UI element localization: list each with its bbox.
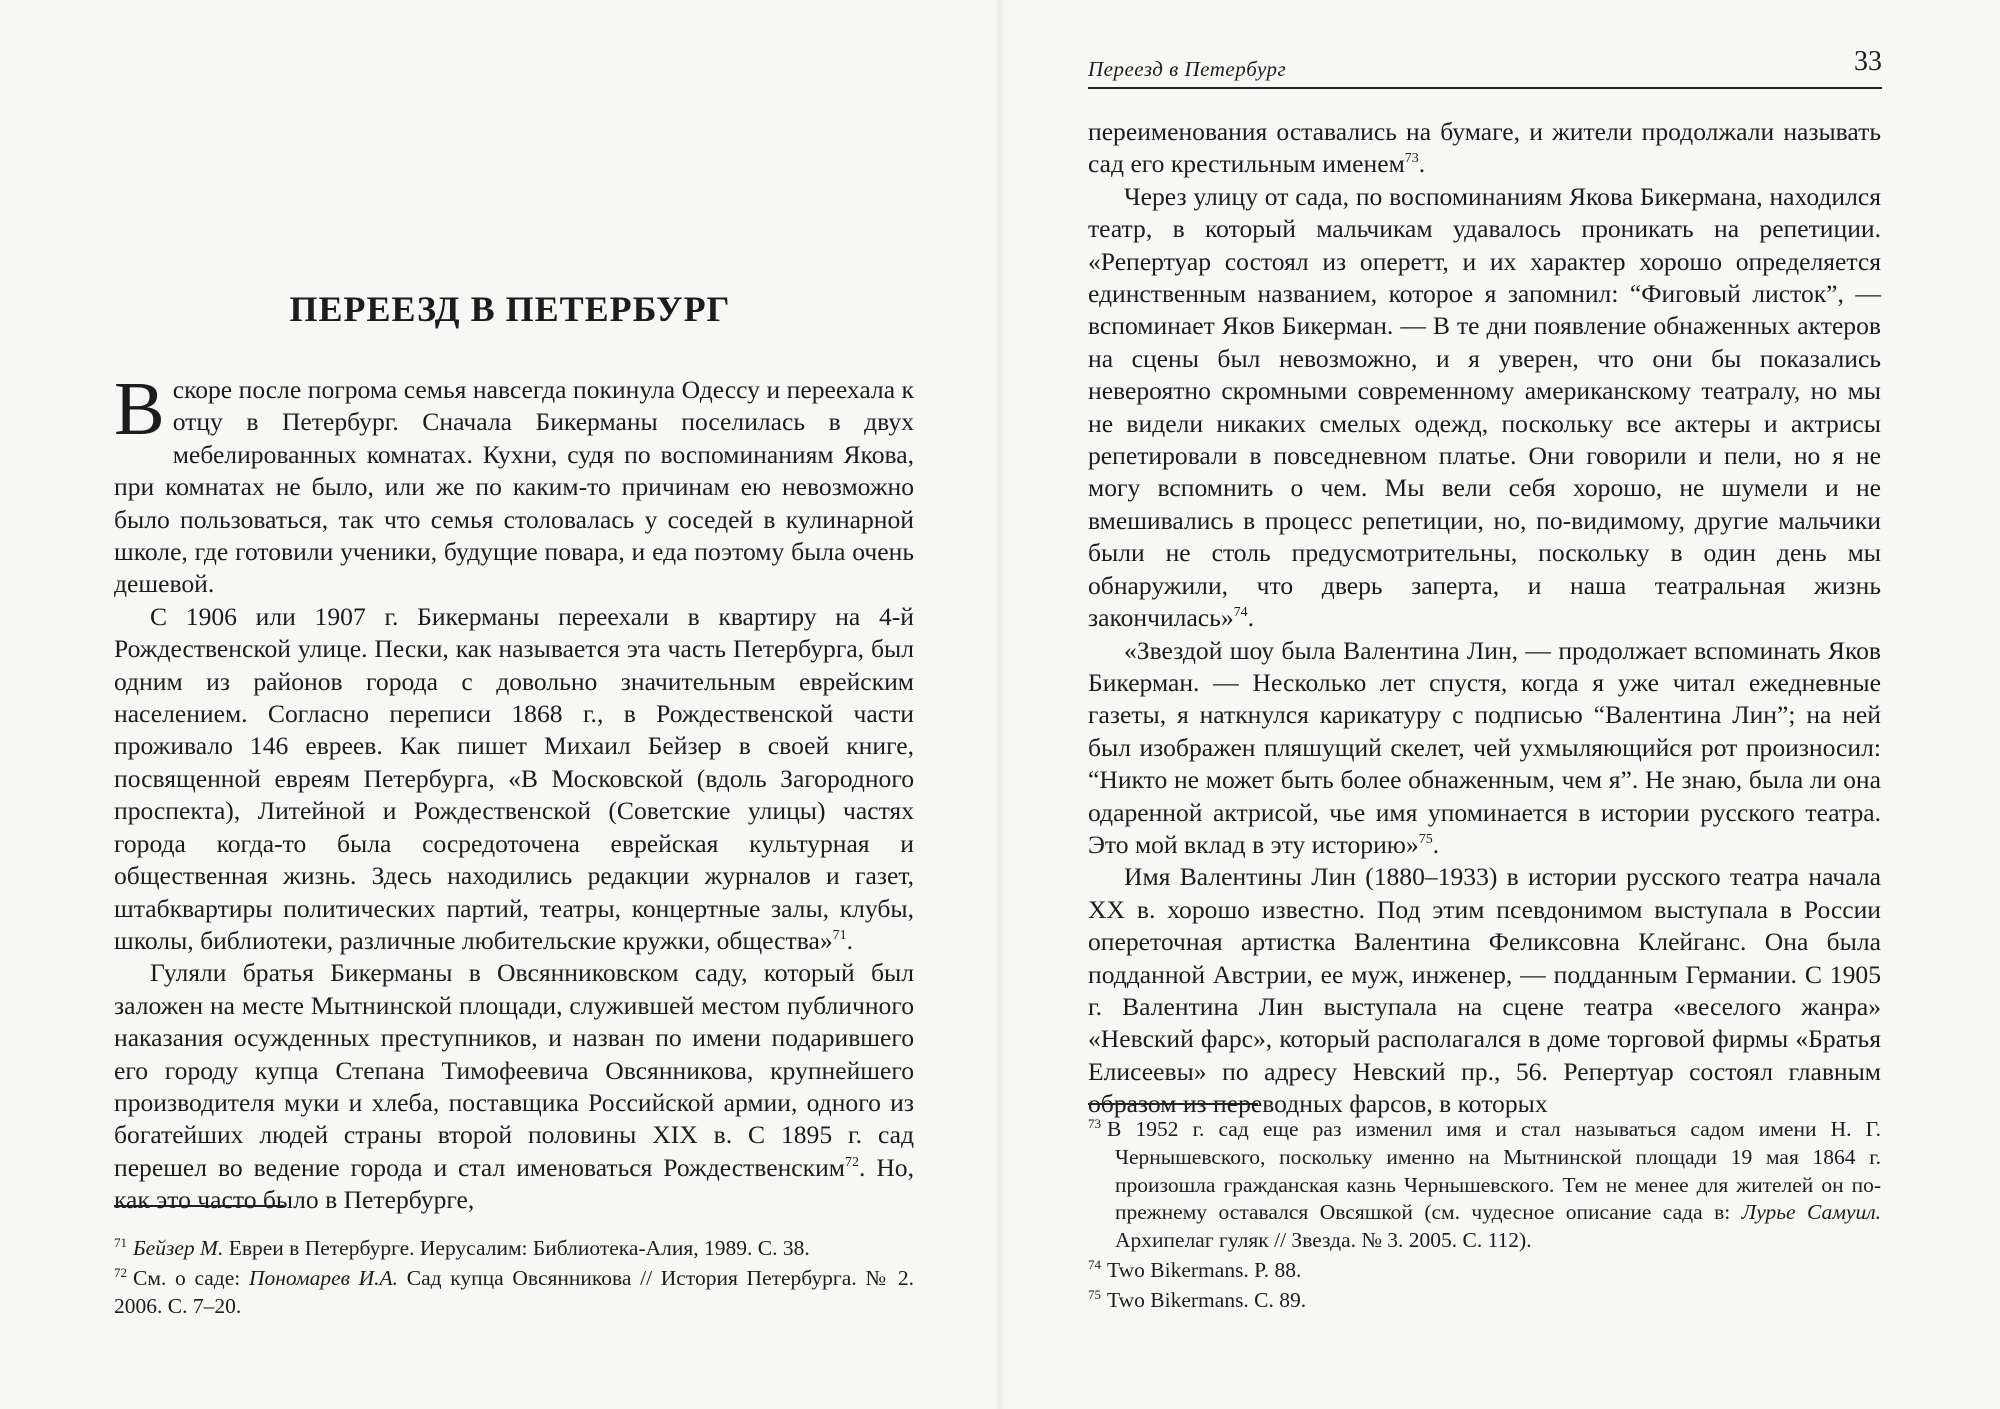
footnote-divider bbox=[1088, 1103, 1258, 1105]
paragraph: С 1906 или 1907 г. Бикерманы переехали в квартиру на 4-й Рождественской улице. Пески, как называется эта часть Петербурга, был одним из районов города с довольно значительным еврейским населением. Согласно переписи 1868 г., в Рождественской части проживало 146 евреев. Как пишет Михаил Бейзер в своей книге, посвященной евреям Петербурга, «В Московской (вдоль Загородного проспекта), Литейной и Рождественской (Советские улицы) частях города когда-то была сосредоточена еврейская культурная и общественная жизнь. Здесь находились редакции журналов и газет, штабквартиры политических партий, театры, концертные залы, клубы, школы, библиотеки, различные любительские кружки, общества»$^{71}$. bbox=[114, 601, 914, 955]
header-rule bbox=[1088, 87, 1882, 89]
left-page-body bbox=[114, 367, 914, 1217]
paragraph: Вскоре после погрома семья навсегда покинула Одессу и переехала к отцу в Петербург. Сначала Бикерманы поселилась в двух мебелированных комнатах. Кухни, судя по воспоминаниям Якова, при комнатах не было, или же по каким-то причинам ею невозможно было пользоваться, так что семья столовалась у соседей в кулинарной школе, где готовили ученики, будущие повара, и еда поэтому была очень дешевой. bbox=[114, 367, 914, 599]
footnote-author: Пономарев И.А. bbox=[248, 1265, 399, 1290]
chapter-title: ПЕРЕЕЗД В ПЕТЕРБУРГ bbox=[289, 289, 731, 329]
footnote-ref[interactable]: 71 bbox=[832, 927, 847, 943]
drop-cap: В bbox=[114, 367, 165, 451]
footnote: $^{74}$ Two Bikermans. P. 88. bbox=[1088, 1256, 1302, 1282]
footnote-author: Бейзер М. bbox=[133, 1236, 224, 1260]
footnote-author: Лурье Самуил. bbox=[1741, 1200, 1881, 1225]
paragraph: Через улицу от сада, по воспоминаниям Якова Бикермана, находился театр, в который мальчикам удавалось проникать на репетиции. «Репертуар состоял из оперетт, и их характер хорошо определяется единственным названием, которое я запомнил: “Фиговый листок”, — вспоминает Яков Бикерман. — В те дни появление обнаженных актеров на сцены был невозможно, и я уверен, что они бы показались невероятно скромными современному американскому театралу, но мы не видели никаких смелых одежд, поскольку все актеры и актрисы репетировали в повседневном платье. Они говорили и пели, но я не могу вспомнить о чем. Мы вели себя хорошо, не шумели и не вмешивались в процесс репетиции, но, по-видимому, другие мальчики были не столь предусмотрительны, поскольку в один день мы обнаружили, что дверь заперта, и наша театральная жизнь закончилась»$^{74}$. bbox=[1088, 181, 1881, 633]
footnote-ref[interactable]: 74 bbox=[1233, 605, 1248, 621]
footnote-ref[interactable]: 72 bbox=[844, 1154, 859, 1170]
left-footnotes bbox=[114, 1235, 914, 1322]
paragraph: Имя Валентины Лин (1880–1933) в истории русского театра начала XX в. хорошо известно. Под этим псевдонимом выступала в России опереточная артистка Валентина Феликсовна Клейганс. Она была подданной Австрии, ее муж, инженер, — подданным Германии. С 1905 г. Валентина Лин выступала на сцене театра «веселого жанра» «Невский фарс», который располагался в доме торговой фирмы «Братья Елисеевы» по адресу Невский пр., 56. Репертуар состоял главным образом из переводных фарсов, в которых bbox=[1088, 862, 1881, 1119]
footnote: $^{73}$ В 1952 г. сад еще раз изменил имя и стал называться садом имени Н. Г. Чернышевского, поскольку именно на Мытнинской площади 19 мая 1864 г. произошла гражданская казнь Чернышевского. Тем не менее для жителей он по-прежнему оставался Овсяшкой (см. чудесное описание сада в: Лурье Самуил. Архипелаг гуляк // Звезда. № 3. 2005. С. 112). bbox=[1088, 1116, 1881, 1253]
running-head: Переезд в Петербург bbox=[1088, 57, 1287, 81]
right-footnotes bbox=[1088, 1116, 1881, 1317]
paragraph: переименования оставались на бумаге, и жители продолжали называть сад его крестильным именем$^{73}$. bbox=[1088, 117, 1881, 179]
right-page-body bbox=[1088, 116, 1881, 1121]
footnote-divider bbox=[114, 1205, 284, 1207]
footnote: $^{72}$ См. о саде: Пономарев И.А. Сад купца Овсянникова // История Петербурга. № 2. 2006. С. 7–20. bbox=[114, 1264, 915, 1318]
footnote-ref[interactable]: 73 bbox=[1404, 151, 1419, 167]
paragraph: «Звездой шоу была Валентина Лин, — продолжает вспоминать Яков Бикерман. — Несколько лет спустя, когда я уже читал ежедневные газеты, я наткнулся карикатуру с подписью “Валентина Лин”; на ней был изображен пляшущий скелет, чей ухмыляющийся рот произносил: “Никто не может быть более обнаженным, чем я”. Не знаю, была ли она одаренной актрисой, чье имя упоминается в истории русского театра. Это мой вклад в эту историю»$^{75}$. bbox=[1088, 635, 1881, 859]
footnote: $^{71}$ Бейзер М. Евреи в Петербурге. Иерусалим: Библиотека-Алия, 1989. С. 38. bbox=[114, 1235, 810, 1260]
footnote-ref[interactable]: 75 bbox=[1418, 831, 1433, 847]
footnote: $^{75}$ Two Bikermans. C. 89. bbox=[1088, 1286, 1307, 1312]
right-page bbox=[1000, 0, 2000, 1409]
page-number: 33 bbox=[1854, 46, 1882, 77]
paragraph: Гуляли братья Бикерманы в Овсянниковском саду, который был заложен на месте Мытнинской площади, служившей местом публичного наказания осужденных преступников, и назван по имени подарившего его городу купца Степана Тимофеевича Овсянникова, крупнейшего производителя муки и хлеба, поставщика Российской армии, одного из богатейших людей страны второй половины XIX в. С 1895 г. сад перешел во ведение города и стал именоваться Рождественским$^{72}$. Но, как это часто было в Петербурге, bbox=[114, 958, 914, 1215]
